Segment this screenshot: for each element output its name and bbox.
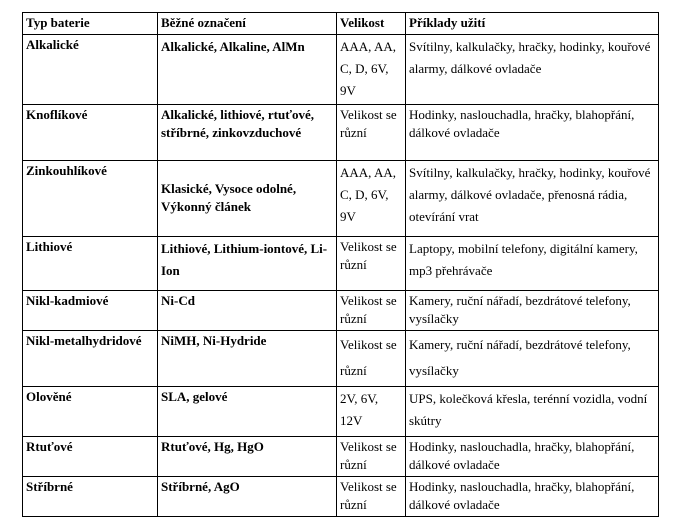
table-row: [23, 437, 659, 477]
cell-names: SLA, gelové: [158, 387, 337, 437]
cell-size: Velikost se různí: [337, 477, 406, 517]
header-type: Typ baterie: [23, 13, 158, 35]
cell-names: Ni-Cd: [158, 291, 337, 331]
table-row: [23, 387, 659, 437]
cell-type: Stříbrné: [23, 477, 158, 517]
cell-names: NiMH, Ni-Hydride: [158, 331, 337, 387]
cell-size: Velikost se různí: [337, 331, 406, 387]
cell-type: Nikl-kadmiové: [23, 291, 158, 331]
battery-table: [22, 12, 659, 517]
table-row: [23, 331, 659, 387]
header-names: Běžné označení: [158, 13, 337, 35]
cell-names: Rtuťové, Hg, HgO: [158, 437, 337, 477]
cell-type: Rtuťové: [23, 437, 158, 477]
spacer: [161, 162, 332, 180]
header-size: Velikost: [337, 13, 406, 35]
cell-type: Alkalické: [23, 35, 158, 105]
table-row: [23, 105, 659, 161]
cell-names: Alkalické, lithiové, rtuťové, stříbrné, zinkovzduchové: [158, 105, 337, 161]
cell-use: Hodinky, naslouchadla, hračky, blahopřání, dálkové ovladače: [406, 105, 659, 161]
cell-use: Kamery, ruční nářadí, bezdrátové telefony, vysílačky: [406, 291, 659, 331]
table-row: [23, 161, 659, 237]
cell-names: [158, 161, 337, 237]
cell-size: AAA, AA, C, D, 6V, 9V: [337, 161, 406, 237]
cell-type: Zinkouhlíkové: [23, 161, 158, 237]
cell-use: Svítilny, kalkulačky, hračky, hodinky, kouřové alarmy, dálkové ovladače: [406, 35, 659, 105]
cell-names-text: Klasické, Vysoce odolné, Výkonný článek: [161, 181, 297, 214]
cell-type: Nikl-metalhydridové: [23, 331, 158, 387]
cell-type: Olověné: [23, 387, 158, 437]
cell-type: Knoflíkové: [23, 105, 158, 161]
header-use: Příklady užití: [406, 13, 659, 35]
cell-size: AAA, AA, C, D, 6V, 9V: [337, 35, 406, 105]
table-row: [23, 291, 659, 331]
cell-names: Lithiové, Lithium-iontové, Li-Ion: [158, 237, 337, 291]
cell-names: Stříbrné, AgO: [158, 477, 337, 517]
cell-size: Velikost se různí: [337, 105, 406, 161]
header-row: [23, 13, 659, 35]
cell-size: 2V, 6V, 12V: [337, 387, 406, 437]
cell-use: Hodinky, naslouchadla, hračky, blahopřání, dálkové ovladače: [406, 477, 659, 517]
table-row: [23, 35, 659, 105]
cell-use: Hodinky, naslouchadla, hračky, blahopřání, dálkové ovladače: [406, 437, 659, 477]
cell-use: Laptopy, mobilní telefony, digitální kamery, mp3 přehrávače: [406, 237, 659, 291]
cell-names: Alkalické, Alkaline, AlMn: [158, 35, 337, 105]
cell-size: Velikost se různí: [337, 237, 406, 291]
cell-use: Kamery, ruční nářadí, bezdrátové telefony, vysílačky: [406, 331, 659, 387]
cell-use: Svítilny, kalkulačky, hračky, hodinky, kouřové alarmy, dálkové ovladače, přenosná rádia, otevírání vrat: [406, 161, 659, 237]
cell-use: UPS, kolečková křesla, terénní vozidla, vodní skútry: [406, 387, 659, 437]
cell-type: Lithiové: [23, 237, 158, 291]
cell-size: Velikost se různí: [337, 291, 406, 331]
table-row: [23, 477, 659, 517]
cell-size: Velikost se různí: [337, 437, 406, 477]
table-row: [23, 237, 659, 291]
